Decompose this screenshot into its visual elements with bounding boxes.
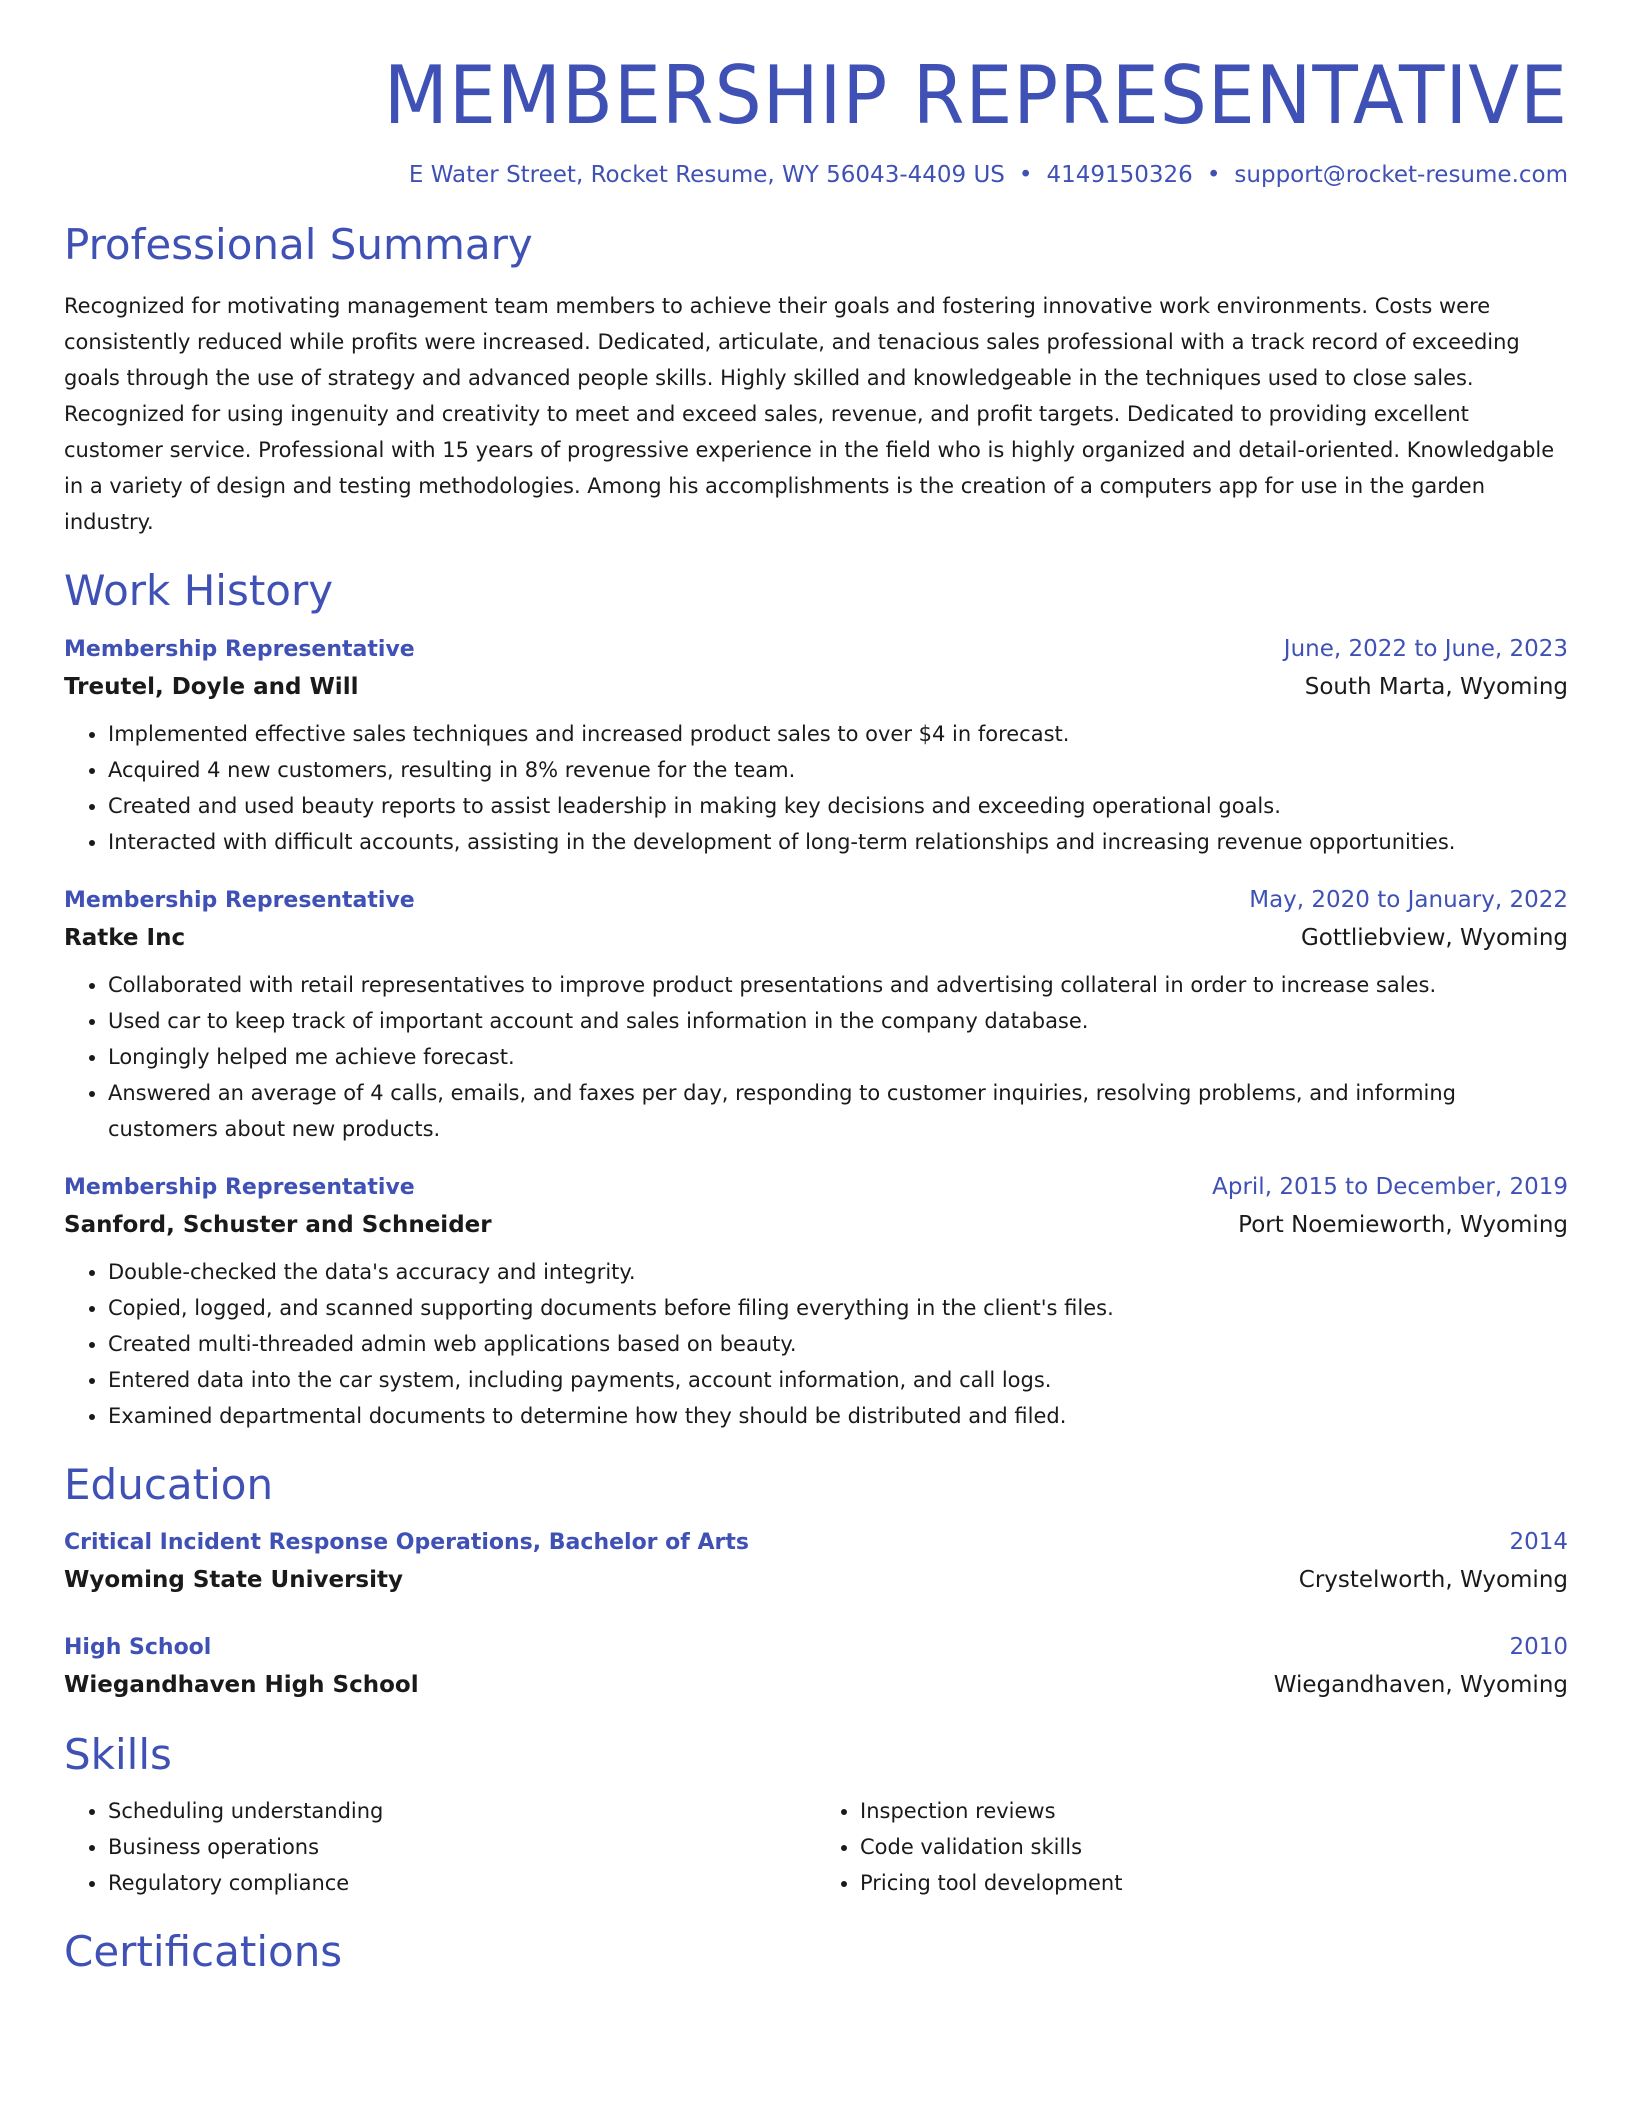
job-bullet: • Acquired 4 new customers, resulting in 8% revenue for the team. <box>108 752 1568 788</box>
job-entry <box>64 631 1568 860</box>
job-bullet: • Longingly helped me achieve forecast. <box>108 1039 1568 1075</box>
job-role: Membership Representative <box>64 1174 415 1200</box>
education-location: Crystelworth, Wyoming <box>1298 1567 1568 1594</box>
job-bullet: • Entered data into the car system, including payments, account information, and call logs. <box>108 1362 1568 1398</box>
summary-text: Recognized for motivating management team members to achieve their goals and fostering innovative work environments. Costs were consistently reduced while profits were increased. Dedicated, articulate, and tenacious sales professional with a track record of exceeding goals through the use of strategy and advanced people skills. Highly skilled and knowledgeable in the techniques used to close sales. Recognized for using ingenuity and creativity to meet and exceed sales, revenue, and profit targets. Dedicated to providing excellent customer service. Professional with 15 years of progressive experience in the field who is highly organized and detail-oriented. Knowledgable in a variety of design and testing methodologies. Among his accomplishments is the creation of a computers app for use in the garden industry. <box>64 294 1555 535</box>
education-entry <box>64 1629 1568 1704</box>
job-company: Sanford, Schuster and Schneider <box>64 1211 492 1238</box>
job-location: South Marta, Wyoming <box>1304 673 1568 700</box>
job-bullet: • Implemented effective sales techniques and increased product sales to over $4 in forecast. <box>108 716 1568 752</box>
education-location: Wiegandhaven, Wyoming <box>1273 1672 1568 1699</box>
job-bullet: • Examined departmental documents to determine how they should be distributed and filed. <box>108 1398 1568 1434</box>
job-entry <box>64 882 1568 1147</box>
skill-item: • Pricing tool development <box>860 1865 1568 1901</box>
work-history-title: Work History <box>64 566 334 616</box>
skill-item: • Regulatory compliance <box>108 1865 816 1901</box>
job-bullet: • Double-checked the data's accuracy and integrity. <box>108 1254 1568 1290</box>
job-bullets <box>64 1254 1568 1434</box>
skill-item: • Business operations <box>108 1829 816 1865</box>
education-degree: Critical Incident Response Operations, Bachelor of Arts <box>64 1530 750 1556</box>
education-degree: High School <box>64 1635 212 1661</box>
education-school: Wiegandhaven High School <box>64 1672 419 1699</box>
job-bullet: • Created and used beauty reports to assist leadership in making key decisions and exceeding operational goals. <box>108 788 1568 824</box>
skill-item: • Inspection reviews <box>860 1793 1568 1829</box>
job-bullet: • Interacted with difficult accounts, assisting in the development of long-term relationships and increasing revenue opportunities. <box>108 824 1568 860</box>
job-bullets <box>64 716 1568 860</box>
contact-address: E Water Street, Rocket Resume, WY 56043-4409 US <box>408 162 1005 188</box>
job-bullet: • Answered an average of 4 calls, emails, and faxes per day, responding to customer inquiries, resolving problems, and informing customers about new products. <box>108 1075 1568 1147</box>
job-bullet: • Used car to keep track of important account and sales information in the company database. <box>108 1003 1568 1039</box>
skill-item: • Code validation skills <box>860 1829 1568 1865</box>
job-location: Port Noemieworth, Wyoming <box>1238 1211 1568 1238</box>
job-dates: May, 2020 to January, 2022 <box>1249 886 1568 913</box>
job-role: Membership Representative <box>64 636 415 662</box>
skills-title: Skills <box>64 1730 172 1780</box>
job-bullet: • Copied, logged, and scanned supporting documents before filing everything in the client's files. <box>108 1290 1568 1326</box>
education-year: 2010 <box>1509 1634 1568 1661</box>
education-school: Wyoming State University <box>64 1567 403 1594</box>
job-bullet: • Collaborated with retail representatives to improve product presentations and advertising collateral in order to increase sales. <box>108 967 1568 1003</box>
contact-line <box>64 162 1568 188</box>
skills-column-left <box>64 1793 816 1901</box>
job-entry <box>64 1169 1568 1434</box>
education-title: Education <box>64 1459 274 1509</box>
contact-phone[interactable]: 4149150326 <box>1046 162 1193 188</box>
contact-email[interactable]: support@rocket-resume.com <box>1234 162 1568 188</box>
summary-title: Professional Summary <box>64 220 533 269</box>
skill-item: • Scheduling understanding <box>108 1793 816 1829</box>
job-company: Treutel, Doyle and Will <box>64 673 359 700</box>
resume-name: MEMBERSHIP REPRESENTATIVE <box>383 49 1569 142</box>
job-bullet: • Created multi-threaded admin web applications based on beauty. <box>108 1326 1568 1362</box>
contact-separator: • <box>1018 162 1033 188</box>
education-year: 2014 <box>1509 1529 1568 1556</box>
job-bullets <box>64 967 1568 1147</box>
contact-separator: • <box>1206 162 1221 188</box>
certifications-title: Certifications <box>64 1926 343 1976</box>
education-entry <box>64 1524 1568 1599</box>
job-dates: June, 2022 to June, 2023 <box>1283 635 1568 662</box>
job-company: Ratke Inc <box>64 924 186 951</box>
job-role: Membership Representative <box>64 887 415 913</box>
job-dates: April, 2015 to December, 2019 <box>1212 1173 1568 1200</box>
job-location: Gottliebview, Wyoming <box>1300 924 1568 951</box>
skills-column-right <box>816 1793 1568 1901</box>
skills-list <box>64 1793 1568 1901</box>
